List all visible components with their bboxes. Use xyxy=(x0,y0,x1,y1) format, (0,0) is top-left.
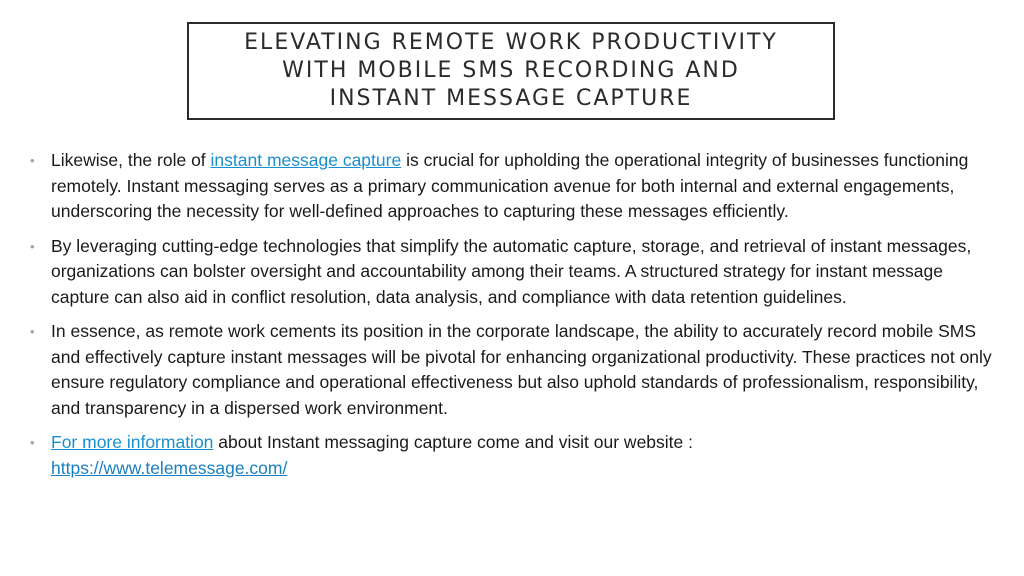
title-line-3: INSTANT MESSAGE CAPTURE xyxy=(329,86,693,111)
page-title xyxy=(244,29,778,113)
bullet-3-text: In essence, as remote work cements its position in the corporate landscape, the ability to accurately record mobile SMS and effectively capture instant messages will be pivotal for enhancing organizational productivity. These practices not only ensure regulatory compliance and operational effectiveness but also uphold standards of professionalism, responsibility, and transparency in a dispersed work environment. xyxy=(51,321,992,418)
bullet-list xyxy=(30,148,996,481)
bullet-dot-icon: • xyxy=(30,435,35,450)
title-box xyxy=(187,22,835,120)
bullet-dot-icon: • xyxy=(30,238,35,254)
title-line-1: ELEVATING REMOTE WORK PRODUCTIVITY xyxy=(244,30,778,55)
bullet-dot-icon: • xyxy=(30,324,35,339)
bullet-2-text: By leveraging cutting-edge technologies that simplify the automatic capture, storage, and retrieval of instant messages, organizations can bolster oversight and accountability among their teams. A structured strategy for instant message capture can also aid in conflict resolution, data analysis, and compliance with data retention guidelines. xyxy=(51,235,972,307)
bullet-item-2 xyxy=(30,234,996,311)
more-information-link[interactable]: For more information xyxy=(51,432,214,452)
bullet-4-text: about Instant messaging capture come and visit our website : xyxy=(213,432,693,452)
bullet-dot-icon: • xyxy=(30,153,35,168)
title-line-2: WITH MOBILE SMS RECORDING AND xyxy=(282,58,740,83)
content-area xyxy=(30,148,996,490)
bullet-1-text-post: is crucial for upholding the operational integrity of businesses functioning remotely. Instant messaging serves as a primary communication avenue for both internal and external engagements, underscoring the necessity for well-defined approaches to capturing these messages efficiently. xyxy=(51,150,969,221)
bullet-item-3 xyxy=(30,319,996,421)
website-url-link[interactable]: https://www.telemessage.com/ xyxy=(51,457,288,478)
bullet-item-4 xyxy=(30,430,996,481)
bullet-item-1 xyxy=(30,148,996,225)
bullet-1-text-pre: Likewise, the role of xyxy=(51,150,211,170)
instant-message-capture-link[interactable]: instant message capture xyxy=(210,150,402,170)
